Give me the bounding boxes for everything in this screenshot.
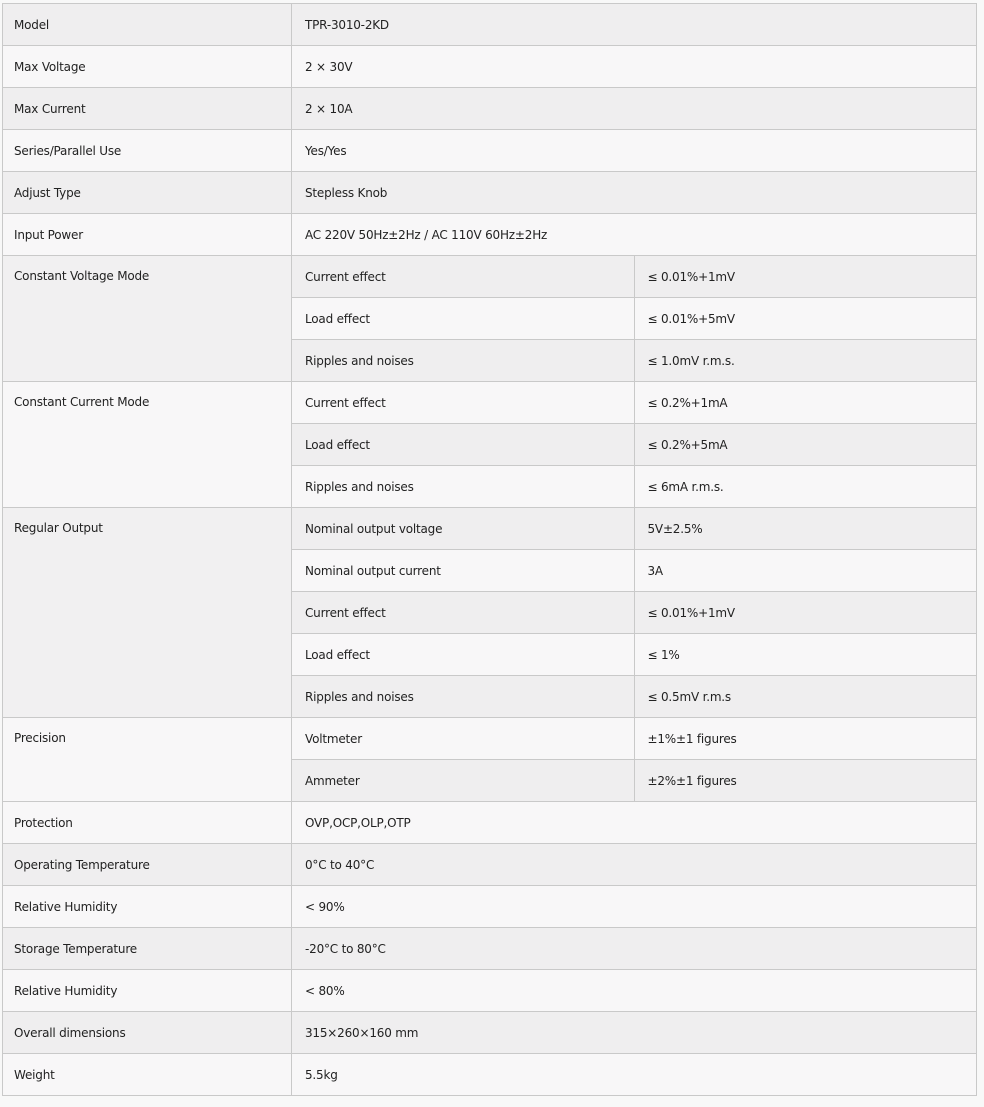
spec-label: Storage Temperature [3,928,292,970]
spec-sub-label: Current effect [292,256,635,298]
spec-value: ≤ 0.01%+1mV [634,592,977,634]
spec-group-label: Precision [3,718,292,802]
spec-sub-label: Nominal output current [292,550,635,592]
table-row [3,718,977,760]
spec-sub-label: Voltmeter [292,718,635,760]
spec-group-label: Constant Voltage Mode [3,256,292,382]
spec-sub-label: Ripples and noises [292,676,635,718]
table-row [3,970,977,1012]
table-row [3,1054,977,1096]
spec-sub-label: Load effect [292,424,635,466]
spec-sub-label: Load effect [292,634,635,676]
table-row [3,802,977,844]
table-row [3,214,977,256]
spec-value: < 80% [292,970,977,1012]
spec-value: ≤ 1% [634,634,977,676]
spec-value: 2 × 30V [292,46,977,88]
spec-value: ≤ 0.2%+1mA [634,382,977,424]
spec-sub-label: Ripples and noises [292,340,635,382]
spec-table [2,3,977,1096]
spec-sub-label: Load effect [292,298,635,340]
table-row [3,172,977,214]
spec-value: TPR-3010-2KD [292,4,977,46]
table-row [3,844,977,886]
spec-sub-label: Current effect [292,382,635,424]
table-row [3,928,977,970]
spec-sub-label: Current effect [292,592,635,634]
spec-value: ≤ 0.01%+5mV [634,298,977,340]
spec-value: -20°C to 80°C [292,928,977,970]
spec-label: Model [3,4,292,46]
table-row [3,382,977,424]
spec-label: Max Voltage [3,46,292,88]
spec-value: OVP,OCP,OLP,OTP [292,802,977,844]
spec-sub-label: Nominal output voltage [292,508,635,550]
spec-sub-label: Ammeter [292,760,635,802]
spec-label: Series/Parallel Use [3,130,292,172]
spec-value: 315×260×160 mm [292,1012,977,1054]
spec-value: Yes/Yes [292,130,977,172]
spec-value: Stepless Knob [292,172,977,214]
spec-value: ≤ 1.0mV r.m.s. [634,340,977,382]
spec-value: 5.5kg [292,1054,977,1096]
spec-value: ±1%±1 figures [634,718,977,760]
table-row [3,1012,977,1054]
spec-value: ≤ 0.01%+1mV [634,256,977,298]
table-row [3,4,977,46]
spec-label: Overall dimensions [3,1012,292,1054]
table-row [3,256,977,298]
spec-value: AC 220V 50Hz±2Hz / AC 110V 60Hz±2Hz [292,214,977,256]
spec-label: Protection [3,802,292,844]
spec-value: ≤ 0.2%+5mA [634,424,977,466]
spec-label: Max Current [3,88,292,130]
spec-value: 5V±2.5% [634,508,977,550]
spec-value: 3A [634,550,977,592]
spec-label: Relative Humidity [3,970,292,1012]
table-row [3,508,977,550]
table-row [3,886,977,928]
spec-value: ≤ 6mA r.m.s. [634,466,977,508]
spec-value: < 90% [292,886,977,928]
spec-value: ≤ 0.5mV r.m.s [634,676,977,718]
spec-label: Relative Humidity [3,886,292,928]
spec-value: 0°C to 40°C [292,844,977,886]
spec-label: Operating Temperature [3,844,292,886]
spec-value: ±2%±1 figures [634,760,977,802]
spec-sub-label: Ripples and noises [292,466,635,508]
spec-group-label: Constant Current Mode [3,382,292,508]
spec-label: Input Power [3,214,292,256]
spec-group-label: Regular Output [3,508,292,718]
table-row [3,88,977,130]
spec-value: 2 × 10A [292,88,977,130]
table-row [3,130,977,172]
table-row [3,46,977,88]
spec-label: Adjust Type [3,172,292,214]
spec-label: Weight [3,1054,292,1096]
